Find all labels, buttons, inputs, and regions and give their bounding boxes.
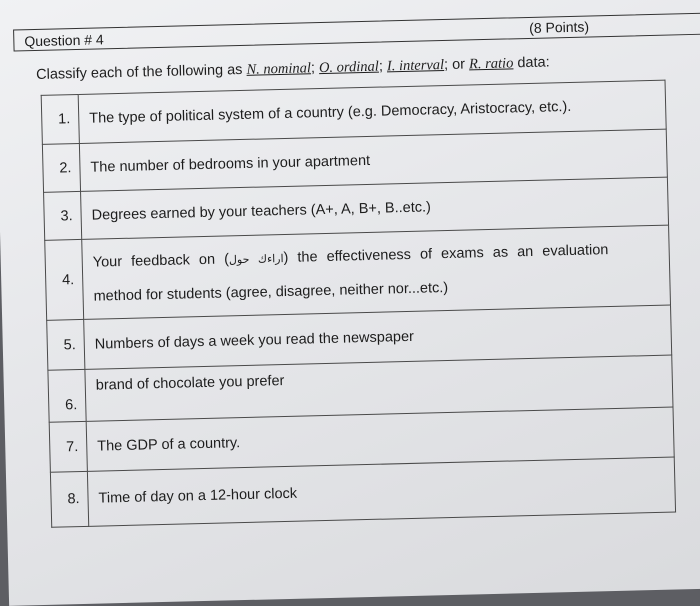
item-text-line2: method for students (agree, disagree, neither nor...etc.) — [93, 279, 449, 305]
item-number: 4. — [45, 239, 84, 320]
item-text: Degrees earned by your teachers (A+, A, B+, B..etc.) — [81, 177, 669, 239]
item-number: 3. — [44, 191, 82, 240]
instruction-suffix: data: — [513, 54, 550, 72]
item-text: The GDP of a country. — [86, 407, 674, 471]
item-number: 5. — [47, 319, 85, 370]
item-text: Numbers of days a week you read the newspaper — [84, 305, 672, 369]
item-number: 2. — [42, 143, 80, 192]
instruction-text — [36, 54, 550, 84]
item-text: brand of chocolate you prefer — [85, 355, 673, 421]
question-title: Question # 4 — [24, 31, 104, 50]
instruction-prefix: Classify each of the following as — [35, 61, 247, 83]
item-text-line1 — [93, 240, 659, 270]
table-row — [45, 225, 671, 320]
instruction-separator: ; — [310, 60, 320, 77]
items-table — [41, 80, 676, 528]
question-points: (8 Points) — [528, 18, 590, 36]
option-interval: I. interval — [386, 57, 445, 75]
arabic-phrase: اراءك حول — [228, 251, 284, 266]
item-text: The number of bedrooms in your apartment — [79, 129, 667, 191]
item-text: Time of day on a 12-hour clock — [87, 457, 675, 526]
item-text: The type of political system of a country (e.g. Democracy, Aristocracy, etc.). — [78, 80, 666, 143]
item-text-part: ) the effectiveness of exams as an evaluation — [283, 241, 609, 266]
question-header-box — [13, 13, 700, 52]
item-number: 1. — [41, 94, 79, 144]
item-text-part: Your feedback on ( — [92, 250, 230, 271]
item-number: 8. — [50, 471, 88, 527]
option-ratio: R. ratio — [468, 55, 514, 73]
item-text — [82, 225, 671, 319]
option-nominal: N. nominal — [246, 60, 312, 78]
item-number: 6. — [48, 369, 86, 422]
instruction-separator: ; or — [443, 56, 470, 74]
item-number: 7. — [49, 421, 87, 472]
option-ordinal: O. ordinal — [318, 58, 380, 77]
instruction-separator: ; — [378, 58, 388, 75]
